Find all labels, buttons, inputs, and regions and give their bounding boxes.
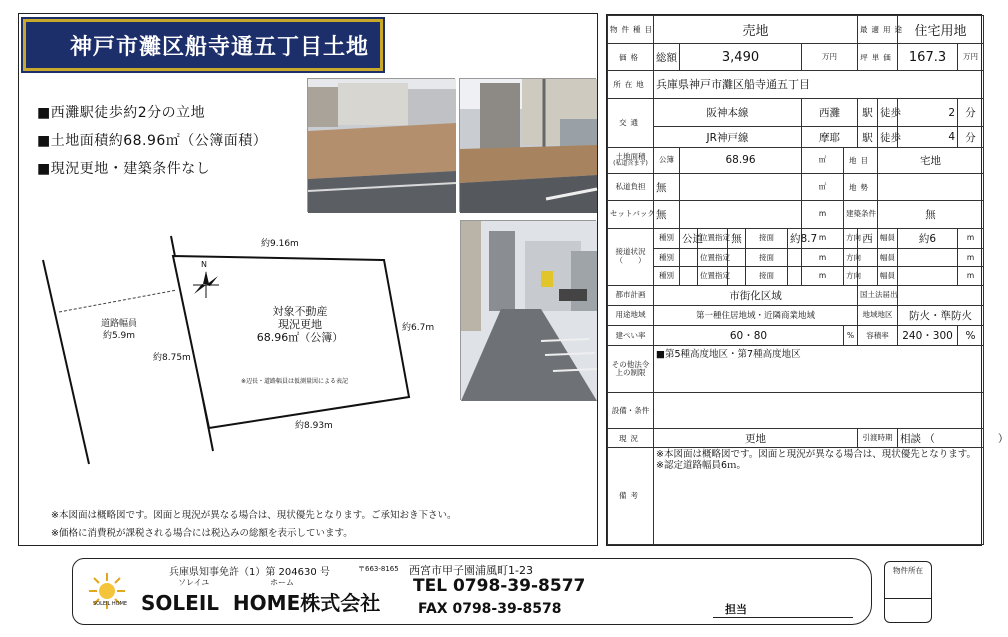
contact-label-2: 接面: [746, 249, 788, 267]
label-status: 現況: [608, 429, 654, 447]
value-tsubo: 167.3: [898, 44, 958, 70]
fax-number: FAX 0798-39-8578: [418, 601, 562, 617]
minutes-0: 2: [898, 99, 958, 127]
value-status: 更地: [654, 429, 858, 447]
label-use: 最適用途: [858, 16, 898, 44]
road-type-label-3: 種別: [654, 267, 680, 285]
value-price: 3,490: [680, 44, 802, 70]
road-type-label: 種別: [654, 228, 680, 248]
label-city-plan: 都市計画: [608, 285, 654, 305]
value-private-road: 無: [654, 174, 680, 201]
label-bcr: 建ぺい率: [608, 326, 654, 346]
label-setback: セットバック: [608, 201, 654, 228]
label-equipment: 設備・条件: [608, 392, 654, 428]
note-tax: ※価格に消費税が課税される場合には税込みの総額を表示しています。: [51, 528, 353, 539]
company-name: SOLEIL HOME株式会社: [141, 591, 381, 615]
setback-unit: m: [802, 201, 844, 228]
label-remarks: 備考: [608, 447, 654, 544]
label-build-cond: 建築条件: [844, 201, 878, 228]
page-title: 神戸市灘区船寺通五丁目土地: [23, 19, 383, 71]
label-tsubo: 坪単価: [858, 44, 898, 70]
road-type-label-2: 種別: [654, 249, 680, 267]
walk-1: 徒歩: [878, 127, 898, 147]
note-schematic: ※本図面は概略図です。図面と現況が異なる場合は、現状優先となります。ご承知おき下さい。: [51, 510, 457, 521]
value-handover: 相談 （ ）: [898, 429, 984, 447]
value-bcr: 60・80: [654, 326, 844, 346]
far-unit: %: [958, 326, 984, 346]
label-district: 地域地区: [858, 305, 898, 325]
right-edge-length: 約6.7m: [402, 323, 435, 333]
pos-label-2: 位置指定: [698, 249, 728, 267]
value-build-cond: 無: [878, 201, 984, 228]
license-number: 兵庫県知事免許（1）第 204630 号: [169, 567, 330, 578]
width-label-2: 幅員: [878, 249, 898, 267]
land-area-unit: ㎡: [802, 147, 844, 173]
label-type: 物件種目: [608, 16, 654, 44]
value-chisei: [878, 174, 984, 201]
price-unit: 万円: [802, 44, 858, 70]
phone-number: TEL 0798-39-8577: [413, 576, 586, 596]
land-area-basis: 公簿: [654, 147, 680, 173]
value-setback: 無: [654, 201, 680, 228]
label-road: 接道状況 （ ）: [608, 228, 654, 285]
zip-code: 〒663-8165: [358, 565, 399, 573]
line-0: 阪神本線: [654, 99, 802, 127]
pos-label-3: 位置指定: [698, 267, 728, 285]
label-handover: 引渡時期: [858, 429, 898, 447]
station-0: 西灘: [802, 99, 858, 127]
road-width-label: 道路幅員 約5.9m: [101, 319, 138, 341]
value-city-plan: 市街化区域: [654, 285, 858, 305]
contact-unit-3: m: [802, 267, 844, 285]
price-sub: 総額: [654, 44, 680, 70]
width-label-3: 幅員: [878, 267, 898, 285]
label-chimoku: 地目: [844, 147, 878, 173]
tsubo-unit: 万円: [958, 44, 984, 70]
bcr-unit: %: [844, 326, 858, 346]
contact-unit-2: m: [802, 249, 844, 267]
value-type: 売地: [654, 16, 858, 44]
dir-label-3: 方向: [844, 267, 858, 285]
width: 約6: [898, 228, 958, 248]
contact-label: 接面: [746, 228, 788, 248]
dir-label: 方向: [844, 228, 858, 248]
pos: 無: [728, 228, 746, 248]
dir-label-2: 方向: [844, 249, 858, 267]
label-address: 所在地: [608, 70, 654, 98]
feature-area: ■土地面積約68.96㎡（公簿面積）: [37, 133, 268, 149]
label-zone: 用途地域: [608, 305, 654, 325]
staff-line: [713, 617, 853, 618]
width-unit: m: [958, 228, 984, 248]
logo-text: SOLEIL HOME: [93, 601, 128, 607]
contact-label-3: 接面: [746, 267, 788, 285]
value-chimoku: 宅地: [878, 147, 984, 173]
value-far: 240・300: [898, 326, 958, 346]
name-ruby-1: ソレイユ: [178, 578, 210, 587]
minutes-unit-1: 分: [958, 127, 984, 147]
width-label: 幅員: [878, 228, 898, 248]
staff-label: 担当: [725, 603, 747, 616]
feature-status: ■現況更地・建築条件なし: [37, 161, 211, 177]
name-ruby-2: ホーム: [270, 578, 294, 587]
bottom-edge-length: 約8.93m: [295, 421, 333, 431]
label-land-area: 土地面積 (私道含まず): [608, 147, 654, 173]
station-1: 摩耶: [802, 127, 858, 147]
label-traffic: 交通: [608, 99, 654, 148]
property-spec-table: [606, 14, 1008, 546]
value-zone: 第一種住居地域・近隣商業地域: [654, 305, 858, 325]
road-type: 公道: [680, 228, 698, 248]
company-footer: [72, 558, 872, 625]
label-nla: 国土法届出: [858, 285, 898, 305]
label-chisei: 地勢: [844, 174, 878, 201]
width-unit-3: m: [958, 267, 984, 285]
label-other-restrictions: その他法令上の制限: [608, 346, 654, 393]
company-address: 西宮市甲子園浦風町1-23: [409, 564, 533, 577]
top-edge-length: 約9.16m: [261, 239, 299, 249]
minutes-unit-0: 分: [958, 99, 984, 127]
value-nla: [898, 285, 984, 305]
pos-label: 位置指定: [698, 228, 728, 248]
value-equipment: [654, 392, 984, 428]
value-address: 兵庫県神戸市灘区船寺通五丁目: [654, 70, 984, 98]
value-land-area: 68.96: [680, 147, 802, 173]
value-use: 住宅用地: [898, 16, 984, 44]
left-edge-length: 約8.75m: [153, 353, 191, 363]
private-road-unit: ㎡: [802, 174, 844, 201]
feature-station: ■西灘駅徒歩約2分の立地: [37, 105, 206, 121]
label-price: 価格: [608, 44, 654, 70]
north-label: N: [201, 260, 207, 269]
station-suffix-1: 駅: [858, 127, 878, 147]
survey-note: ※辺長・道路幅員は仮測量図による表記: [241, 378, 349, 385]
property-label: 対象不動産 現況更地 68.96㎡（公簿）: [256, 305, 344, 344]
minutes-1: 4: [898, 127, 958, 147]
value-other-restrictions: ■第5種高度地区・第7種高度地区: [654, 346, 984, 393]
line-1: JR神戸線: [654, 127, 802, 147]
location-stamp-box: [884, 561, 932, 623]
walk-0: 徒歩: [878, 99, 898, 127]
value-remarks: ※本図面は概略図です。図面と現況が異なる場合は、現状優先となります。 ※認定道路幅員6ｍ。: [654, 447, 984, 544]
contact-unit: m: [802, 228, 844, 248]
label-private-road: 私道負担: [608, 174, 654, 201]
stamp-label: 物件所在: [893, 566, 923, 575]
value-district: 防火・準防火: [898, 305, 984, 325]
property-flyer-left: [18, 13, 598, 546]
label-far: 容積率: [858, 326, 898, 346]
width-unit-2: m: [958, 249, 984, 267]
dir: 西: [858, 228, 878, 248]
station-suffix-0: 駅: [858, 99, 878, 127]
site-map: [19, 14, 599, 547]
contact: 約8.7: [788, 228, 802, 248]
